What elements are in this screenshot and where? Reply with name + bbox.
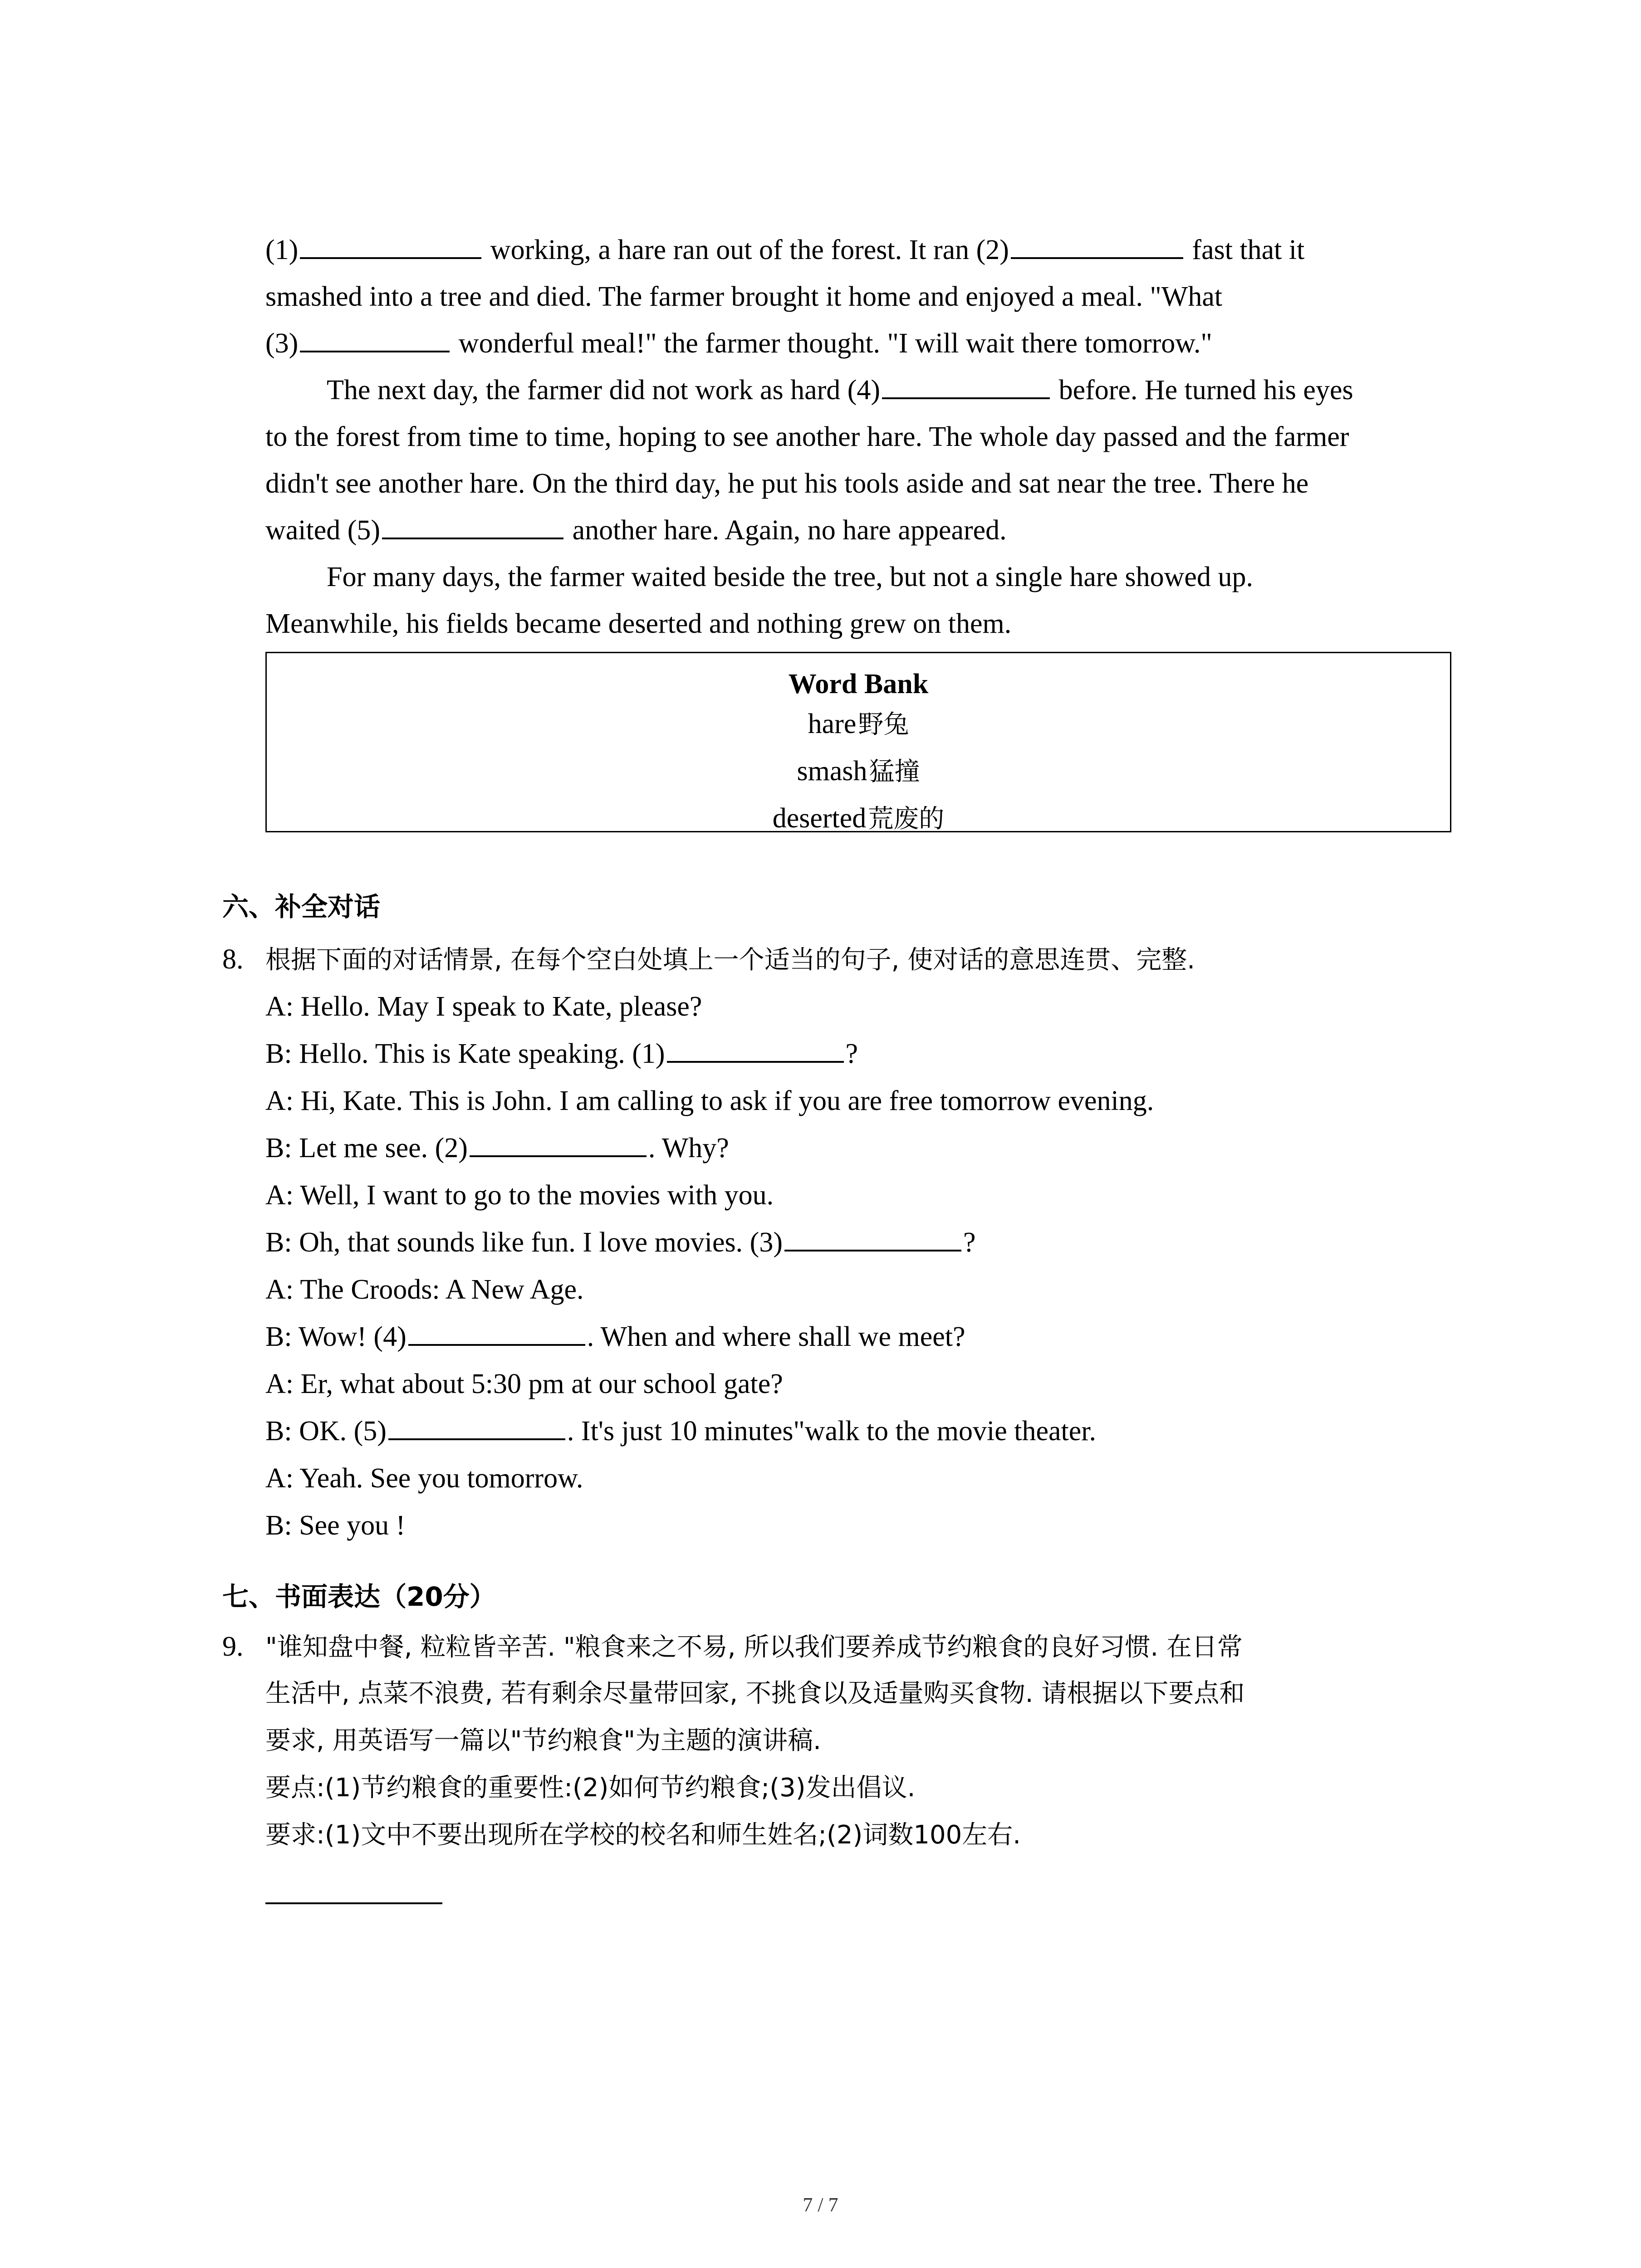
passage-line <box>265 320 1459 367</box>
passage-text: (3) <box>265 328 299 359</box>
passage-text: didn't see another hare. On the third day, he put his tools aside and sat near the tree. There he <box>265 468 1309 499</box>
word-bank-title: Word Bank <box>788 669 929 699</box>
dialogue-blank-4[interactable] <box>408 1317 585 1346</box>
passage <box>265 227 1459 647</box>
dialogue-blank-1[interactable] <box>667 1034 844 1063</box>
passage-text: For many days, the farmer waited beside the tree, but not a single hare showed up. <box>327 562 1253 592</box>
blank-4[interactable] <box>882 370 1050 399</box>
question-9-line: 要求, 用英语写一篇以"节约粮食"为主题的演讲稿. <box>265 1726 821 1755</box>
blank-2[interactable] <box>1011 230 1183 259</box>
dialogue-line: B: See you ! <box>265 1510 406 1541</box>
section-6-title: 六、补全对话 <box>222 891 381 922</box>
word-bank-item: deserted 荒废的 <box>772 803 945 834</box>
dialogue-line: A: Well, I want to go to the movies with you. <box>265 1180 774 1211</box>
question-9-requirements: 要求:(1)文中不要出现所在学校的校名和师生姓名;(2)词数100左右. <box>265 1820 1021 1850</box>
passage-text: fast that it <box>1185 235 1305 265</box>
passage-text: smashed into a tree and died. The farmer brought it home and enjoyed a meal. "What <box>265 281 1223 312</box>
dialogue-line: B: Let me see. (2) . Why? <box>265 1124 1154 1172</box>
dialogue-line: A: Hi, Kate. This is John. I am calling to ask if you are free tomorrow evening. <box>265 1085 1154 1116</box>
dialogue-line: B: Hello. This is Kate speaking. (1) ? <box>265 1030 1154 1077</box>
question-9-line: 9. "谁知盘中餐, 粒粒皆辛苦. "粮食来之不易, 所以我们要养成节约粮食的良好习惯. 在日常 <box>222 1623 1465 1670</box>
blank-1[interactable] <box>300 230 481 259</box>
word-bank-item: smash 猛撞 <box>797 756 920 787</box>
dialogue-line: A: The Croods: A New Age. <box>265 1274 584 1305</box>
passage-line <box>265 414 1459 460</box>
page-number: 7 / 7 <box>803 2194 838 2216</box>
passage-text: to the forest from time to time, hoping to see another hare. The whole day passed and the farmer <box>265 421 1349 452</box>
dialogue <box>265 983 1154 1549</box>
question-9 <box>222 1623 1465 1859</box>
question-8 <box>222 936 1465 983</box>
passage-text: (1) <box>265 235 299 265</box>
passage-text: working, a hare ran out of the forest. It ran (2) <box>483 235 1009 265</box>
passage-text: wonderful meal!" the farmer thought. "I will wait there tomorrow." <box>451 328 1212 359</box>
word-bank <box>265 652 1451 832</box>
dialogue-blank-5[interactable] <box>388 1411 565 1440</box>
dialogue-blank-2[interactable] <box>470 1128 647 1157</box>
blank-5[interactable] <box>382 510 563 539</box>
passage-line <box>265 601 1459 647</box>
question-number: 9. <box>222 1631 244 1662</box>
passage-text: waited (5) <box>265 515 381 546</box>
passage-line <box>265 507 1459 554</box>
dialogue-line: A: Hello. May I speak to Kate, please? <box>265 991 702 1022</box>
instruction-text: 根据下面的对话情景, 在每个空白处填上一个适当的句子, 使对话的意思连贯、完整. <box>265 945 1195 975</box>
dialogue-line: A: Yeah. See you tomorrow. <box>265 1463 583 1494</box>
question-9-points: 要点:(1)节约粮食的重要性:(2)如何节约粮食;(3)发出倡议. <box>265 1773 916 1803</box>
passage-line <box>265 367 1459 414</box>
passage-text: The next day, the farmer did not work as hard (4) <box>327 375 881 406</box>
question-9-line: 生活中, 点菜不浪费, 若有剩余尽量带回家, 不挑食以及适量购买食物. 请根据以下要点和 <box>265 1679 1245 1708</box>
passage-line <box>265 554 1459 601</box>
word-bank-item: hare 野兔 <box>808 709 909 739</box>
passage-text: another hare. Again, no hare appeared. <box>565 515 1007 546</box>
question-number: 8. <box>222 944 244 975</box>
dialogue-line: A: Er, what about 5:30 pm at our school gate? <box>265 1369 783 1399</box>
passage-line <box>265 460 1459 507</box>
dialogue-blank-3[interactable] <box>784 1222 961 1251</box>
question-8-instruction <box>222 936 1465 983</box>
dialogue-line: B: Wow! (4) . When and where shall we meet? <box>265 1313 1154 1360</box>
answer-blank[interactable] <box>265 1901 442 1904</box>
dialogue-line: B: Oh, that sounds like fun. I love movies. (3) ? <box>265 1219 1154 1266</box>
section-7-title: 七、书面表达（20分） <box>222 1581 496 1612</box>
dialogue-line: B: OK. (5) . It's just 10 minutes"walk to the movie theater. <box>265 1408 1154 1455</box>
passage-text: before. He turned his eyes <box>1052 375 1353 406</box>
passage-text: Meanwhile, his fields became deserted and nothing grew on them. <box>265 608 1012 639</box>
blank-3[interactable] <box>300 323 450 352</box>
passage-line <box>265 274 1459 320</box>
passage-line <box>265 227 1459 274</box>
